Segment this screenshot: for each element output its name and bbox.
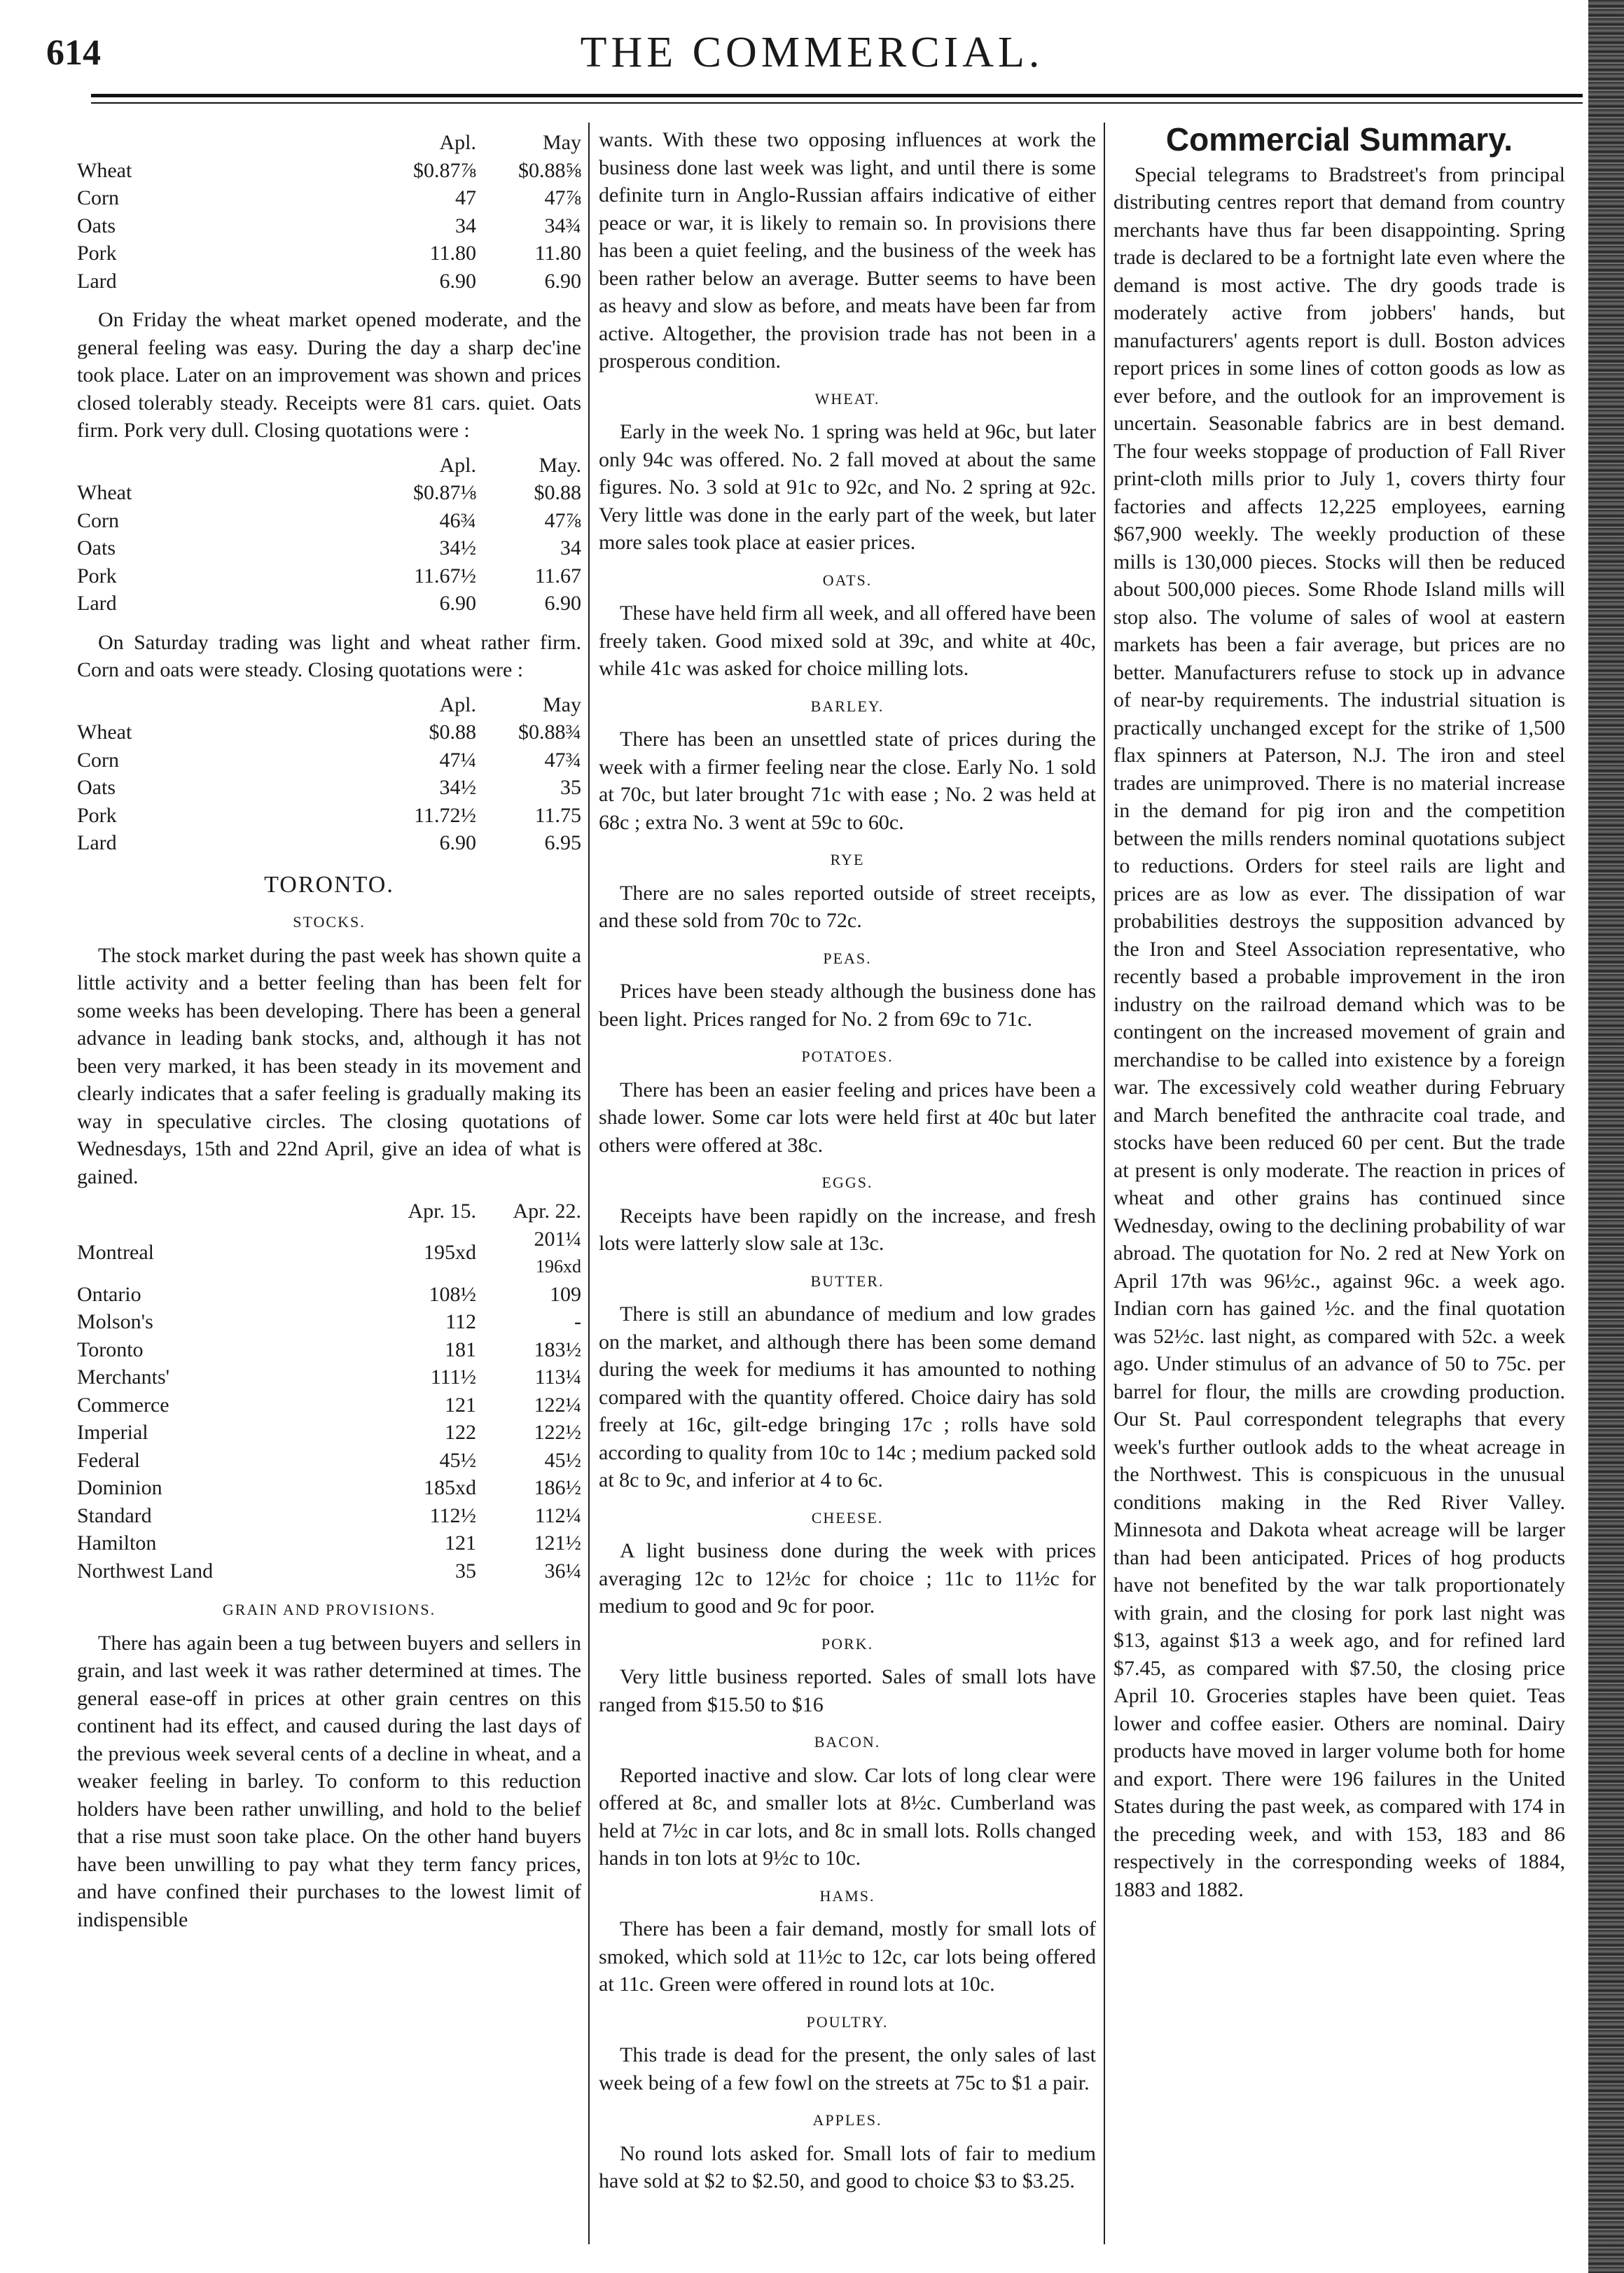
paragraph-grain: There has again been a tug between buyers and sellers in grain, and last week it was rather determined at times. The general ease-off in prices at other grain centres on this continent had its effect, and caused during the last days of the previous week several cents of a decline in wheat, and a weaker feeling in barley. To conform to this reduction holders have been rather unwilling, and hold to the belief that a rise must soon take place. On the other hand buyers have been unwilling to pay what they term fancy prices, and have confined their purchases to the lowest limit of indispensible [77, 1631, 581, 1931]
quotation-table-2 [77, 452, 581, 618]
cell-value: $0.88 [429, 721, 476, 744]
cell-value: 6.95 [544, 831, 581, 854]
cell-subvalue: 196xd [536, 1256, 581, 1277]
cell-value: 35 [455, 1559, 476, 1583]
table-row [77, 1391, 581, 1419]
quotation-table-1 [77, 129, 581, 295]
row-label: Ontario [77, 1282, 141, 1306]
section-text: There are no sales reported outside of street receipts, and these sold from 70c to 72c. [599, 881, 1096, 932]
row-label: Corn [77, 186, 119, 209]
section-text: No round lots asked for. Small lots of fair to medium have sold at $2 to $2.50, and good to choice $3 to $3.25. [599, 2141, 1096, 2192]
row-label: Montreal [77, 1241, 154, 1265]
cell-value: $0.88¾ [518, 721, 581, 744]
cell-value: 35 [560, 776, 581, 799]
cell-value: 47⅞ [544, 508, 581, 532]
cell-value: $0.87⅛ [413, 481, 476, 504]
paragraph-stocks: The stock market during the past week has shown quite a little activity and a better feeling than has been felt for some weeks has been developing. There has been a general advance in leading bank stocks, and, although it has not been very marked, it has been steady in its movement and clearly indicates that a safer feeling is gradually making its way in speculative circles. The closing quotations of Wednesdays, 15th and 22nd April, give an idea of what is gained. [77, 943, 581, 1188]
section-heading: PORK. [821, 1634, 874, 1653]
cell-value: 47¾ [544, 748, 581, 772]
cell-value: 183½ [534, 1337, 581, 1361]
row-label: Federal [77, 1448, 140, 1472]
table-row [77, 1419, 581, 1447]
table-row [77, 157, 581, 185]
paragraph-continued: wants. With these two opposing influences at work the business done last week was light, and until there is some definite turn in Anglo-Russian affairs indicative of either peace or war, it is likely to remain so. In provisions there has been a quiet feeling, and the business of the week has been rather below an average. Butter seems to have been as heavy and slow as before, and meats have been far from active. Altogether, the provision trade has not been in a prosperous condition. [599, 128, 1096, 373]
cell-value: - [574, 1310, 581, 1333]
section-heading: APPLES. [812, 2111, 882, 2129]
cell-value: 34 [455, 214, 476, 237]
toronto-heading: TORONTO. [264, 871, 394, 898]
section-heading: POULTRY. [806, 2013, 889, 2031]
row-label: Molson's [77, 1310, 153, 1333]
table-row [77, 1447, 581, 1475]
cell-value: 36¼ [544, 1559, 581, 1583]
page-number: 614 [46, 33, 101, 73]
cell-value: 46¾ [439, 508, 476, 532]
cell-value: 34 [560, 536, 581, 559]
table-row [77, 1557, 581, 1585]
column-right [1113, 121, 1565, 1910]
torn-page-edge [1588, 0, 1624, 2273]
section-text: There has been an unsettled state of prices during the week with a firmer feeling near the close. Early No. 1 sold at 70c, but later brought 71c with ease ; No. 2 was held at 68c ; extra No. 3 went at 59c to 60c. [599, 728, 1096, 834]
cell-value: 181 [445, 1337, 476, 1361]
section-heading: BARLEY. [810, 697, 884, 715]
row-label: Merchants' [77, 1365, 170, 1389]
row-label: Lard [77, 269, 117, 293]
section-heading: BACON. [814, 1733, 881, 1751]
section-heading: CHEESE. [811, 1508, 884, 1527]
table-row [77, 829, 581, 857]
cell-value: 108½ [429, 1282, 476, 1306]
section-text: Receipts have been rapidly on the increase, and fresh lots were latterly slow sale at 13c. [599, 1204, 1096, 1255]
row-label: Corn [77, 748, 119, 772]
row-label: Pork [77, 564, 117, 588]
section-text: Reported inactive and slow. Car lots of long clear were offered at 8c, and smaller lots at 8½c. Cumberland was held at 7½c in car lots, and 8c in small lots. Rolls changed hands in ton lots at 9½c to 10c. [599, 1763, 1096, 1870]
table-row [77, 1225, 581, 1281]
table-row [77, 562, 581, 590]
section-heading: POTATOES. [801, 1048, 894, 1065]
cell-value: 201¼ [534, 1227, 581, 1251]
cell-value: 109 [550, 1282, 581, 1306]
cell-value: 6.90 [544, 592, 581, 615]
cell-value: $0.88⅝ [518, 158, 581, 182]
cell-value: 6.90 [439, 831, 476, 854]
cell-value: 11.75 [534, 803, 581, 827]
table-row [77, 1474, 581, 1502]
cell-value: 11.80 [429, 242, 476, 265]
cell-value: 34¾ [544, 214, 581, 237]
cell-value: 11.72½ [414, 803, 476, 827]
cell-value: 34½ [439, 536, 476, 559]
table-header: Apr. 22. [513, 1200, 581, 1223]
table-row [77, 479, 581, 507]
cell-value: 111½ [430, 1365, 476, 1389]
row-label: Imperial [77, 1421, 148, 1444]
section-heading: HAMS. [819, 1886, 875, 1905]
row-label: Toronto [77, 1337, 144, 1361]
table-header: May. [539, 453, 581, 477]
table-row [77, 1363, 581, 1391]
table-row [77, 507, 581, 535]
cell-value: $0.88 [534, 481, 581, 504]
cell-value: 45½ [439, 1448, 476, 1472]
column-left [77, 126, 581, 1940]
row-label: Wheat [77, 721, 132, 744]
table-row [77, 1281, 581, 1309]
cell-value: 45½ [544, 1448, 581, 1472]
section-text: There has been a fair demand, mostly for small lots of smoked, which sold at 11½c to 12c, car lots being offered at 11c. Green were offered in round lots at 10c. [599, 1917, 1096, 1996]
stocks-heading: STOCKS. [293, 913, 366, 931]
table-row [77, 212, 581, 240]
cell-value: $0.87⅞ [413, 158, 476, 182]
cell-value: 112½ [429, 1503, 476, 1527]
section-text: A light business done during the week with prices averaging 12c to 12½c for choice ; 11c to 11½c for medium to good and 9c for poor. [599, 1539, 1096, 1618]
section-text: Very little business reported. Sales of small lots have ranged from $15.50 to $16 [599, 1665, 1096, 1716]
section-heading: EGGS. [821, 1174, 873, 1191]
table-row [77, 1336, 581, 1364]
section-heading: OATS. [822, 571, 873, 589]
cell-value: 47¼ [439, 748, 476, 772]
row-label: Dominion [77, 1476, 162, 1499]
table-row [77, 774, 581, 802]
cell-value: 122½ [534, 1421, 581, 1444]
table-row [77, 534, 581, 562]
row-label: Lard [77, 592, 117, 615]
masthead-title: THE COMMERCIAL. [580, 29, 1044, 76]
table-row [77, 590, 581, 618]
table-row [77, 802, 581, 830]
table-row [77, 746, 581, 774]
grain-heading: GRAIN AND PROVISIONS. [222, 1601, 436, 1618]
row-label: Wheat [77, 481, 132, 504]
cell-value: 122 [445, 1421, 476, 1444]
cell-value: 11.67 [534, 564, 581, 588]
cell-value: 11.67½ [414, 564, 476, 588]
row-label: Pork [77, 242, 117, 265]
quotation-table-3 [77, 691, 581, 857]
table-row [77, 1308, 581, 1336]
section-text: Early in the week No. 1 spring was held at 96c, but later only 94c was offered. No. 2 fall moved at about the same figures. No. 3 sold at 91c to 92c, and No. 2 spring at 92c. Very little was done in the early part of the week, but later more sales took place at easier prices. [599, 420, 1096, 554]
table-row [77, 239, 581, 267]
paragraph-summary: Special telegrams to Bradstreet's from principal distributing centres report that demand from country merchants have thus far been disappointing. Spring trade is declared to be a fortnight late even where the demand is most active. The dry goods trade is moderately active from jobbers' hands, but manufacturers' agents report is dull. Boston advices report prices in some lines of cotton goods as low as ever before, and the outlook for an improvement is uncertain. Seasonable fabrics are in best demand. The four weeks stoppage of production of Fall River print-cloth mills prior to July 1, covers thirty four factories and affects 12,225 employees, earning $67,900 weekly. The weekly production of these mills is 130,000 pieces. Stocks will then be reduced about 500,000 pieces. Some Rhode Island mills will stop also. The volume of sales of wool at eastern markets has been a fair average, but prices are no better. Manufacturers refuse to stock up in advance of near-by requirements. The industrial situation is practically unchanged except for the strike of 1,500 flax spinners at Paterson, N.J. The iron and steel trades are unimproved. There is no material increase in the demand for pig iron and the competition between the mills renders nominal quotations subject to reductions. Orders for steel rails are light and prices are as low as ever. The dissipation of war probabilities destroys the supposition advanced by the Iron and Steel Association representative, who recently based a probable improvement in the iron industry on the railroad demand which was to be contingent on the increased movement of grain and merchandise to be called into existence by a foreign war. The excessively cold weather during February and March benefited the anthracite coal trade, and stocks have been reduced 60 per cent. But the trade at present is only moderate. The reaction in prices of wheat and other grains has continued since Wednesday, owing to the declining probability of war abroad. The quotation for No. 2 red at New York on April 17th was 96½c., against 96c. a week ago. Indian corn has gained ½c. and the final quotation was 52½c. last night, as compared with 52c. a week ago. Under stimulus of an advance of 50 to 75c. per barrel for flour, the mills are crowding production. Our St. Paul correspondent telegraphs that every week's further outlook adds to the wheat acreage in the Northwest. This is conspicuous in the unusual conditions making in the Red River Valley. Minnesota and Dakota wheat acreage will be larger than had been anticipated. Prices of hog products have not benefited by the war talk proportionately with grain, and the closing for pork last night was $13, against $13 a week ago, and for refined lard $7.45, as compared with $7.50, the closing price April 10. Groceries staples have been quiet. Teas lower and coffee easier. Others are nominal. Dairy products have moved in larger volume both for home and export. There were 196 failures in the United States during the past week, as compared with 174 in the preceding week, and with 153, 183 and 86 respectively in the corresponding weeks of 1884, 1883 and 1882. [1113, 162, 1565, 1901]
row-label: Northwest Land [77, 1559, 214, 1583]
row-label: Commerce [77, 1393, 169, 1417]
cell-value: 121½ [534, 1531, 581, 1555]
table-row [77, 184, 581, 212]
column-divider-1 [588, 123, 590, 2244]
cell-value: 185xd [424, 1476, 476, 1499]
cell-value: 113¼ [534, 1365, 581, 1389]
cell-value: 121 [445, 1393, 476, 1417]
table-header: Apr. 15. [408, 1200, 476, 1223]
row-label: Oats [77, 214, 116, 237]
section-heading: PEAS. [823, 949, 872, 967]
table-header: Apl. [439, 131, 476, 154]
row-label: Standard [77, 1503, 152, 1527]
header-rule-thick [91, 94, 1583, 97]
table-header: Apl. [439, 693, 476, 716]
row-label: Oats [77, 536, 116, 559]
table-header: Apl. [439, 453, 476, 477]
section-heading: WHEAT. [814, 389, 880, 408]
cell-value: 112¼ [534, 1503, 581, 1527]
cell-value: 6.90 [544, 269, 581, 293]
paragraph-friday: On Friday the wheat market opened moderate, and the general feeling was easy. During the day a sharp dec'ine took place. Later on an improvement was shown and prices closed tolerably steady. Receipts were 81 cars. quiet. Oats firm. Pork very dull. Closing quotations were : [77, 308, 581, 442]
paragraph-saturday: On Saturday trading was light and wheat rather firm. Corn and oats were steady. Closing quotations were : [77, 630, 581, 681]
section-heading: BUTTER. [810, 1272, 884, 1290]
cell-value: 122¼ [534, 1393, 581, 1417]
section-text: There is still an abundance of medium and low grades on the market, and although there has been some demand during the week for mediums it has amounted to nothing compared with the quantity offered. Choice dairy has sold freely at 16c, gilt-edge bringing 17c ; rolls have sold according to quality from 10c to 14c ; medium packed sold at 8c to 9c, and inferior at 4 to 6c. [599, 1302, 1096, 1492]
table-header: May [543, 131, 581, 154]
table-row [77, 267, 581, 296]
section-text: There has been an easier feeling and prices have been a shade lower. Some car lots were held first at 40c but later others were offered at 38c. [599, 1078, 1096, 1157]
cell-value: 6.90 [439, 269, 476, 293]
stocks-table [77, 1197, 581, 1585]
header-rule-thin [91, 102, 1583, 104]
table-header: May [543, 693, 581, 716]
column-middle [599, 126, 1096, 2202]
row-label: Oats [77, 776, 116, 799]
table-row [77, 1529, 581, 1557]
section-text: Prices have been steady although the business done has been light. Prices ranged for No. 2 from 69c to 71c. [599, 980, 1096, 1031]
cell-value: 6.90 [439, 592, 476, 615]
cell-value: 34½ [439, 776, 476, 799]
cell-value: 47 [455, 186, 476, 209]
row-label: Hamilton [77, 1531, 157, 1555]
table-row [77, 718, 581, 746]
commercial-summary-title: Commercial Summary. [1165, 121, 1513, 158]
cell-value: 112 [445, 1310, 476, 1333]
table-row [77, 1502, 581, 1530]
section-text: These have held firm all week, and all offered have been freely taken. Good mixed sold at 39c, and white at 40c, while 41c was asked for choice milling lots. [599, 602, 1096, 680]
cell-value: 11.80 [534, 242, 581, 265]
cell-value: 121 [445, 1531, 476, 1555]
row-label: Wheat [77, 158, 132, 182]
row-label: Corn [77, 508, 119, 532]
cell-value: 186½ [534, 1476, 581, 1499]
row-label: Pork [77, 803, 117, 827]
cell-value: 195xd [424, 1241, 476, 1265]
section-text: This trade is dead for the present, the only sales of last week being of a few fowl on the streets at 75c to $1 a pair. [599, 2043, 1096, 2094]
cell-value: 47⅞ [544, 186, 581, 209]
column-divider-2 [1104, 123, 1105, 2244]
row-label: Lard [77, 831, 117, 854]
section-heading: RYE [830, 851, 865, 868]
